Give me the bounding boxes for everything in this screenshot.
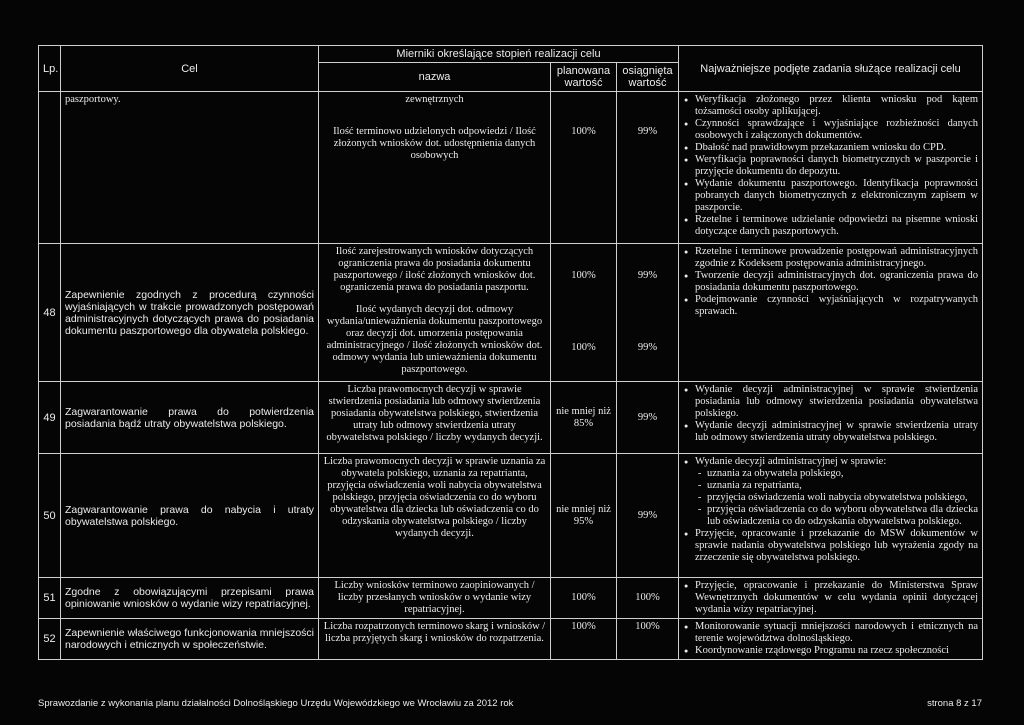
col-header-mierniki: Mierniki określające stopień realizacji celu	[319, 46, 679, 63]
achieved-text: 99%	[637, 126, 658, 137]
goal-cell: Zapewnienie zgodnych z procedurą czynności wyjaśniających w trakcie prowadzonych postępowań administracyjnych dotyczących prawa do posiadania dokumentu paszportowego dla obywatela polskiego.	[61, 244, 319, 382]
subtask-item: - przyjęcia oświadczenia co do wyboru obywatelstwa dla dziecka lub oświadczenia co do odzyskania obywatelstwa polskiego.	[707, 504, 978, 528]
planned-value: 100%	[551, 619, 617, 660]
lp-cell: 48	[39, 244, 61, 382]
task-item: ● Rzetelne i terminowe udzielanie odpowiedzi na pisemne wnioski dotyczące danych paszportowych.	[695, 214, 978, 238]
goal-cell: paszportowy.	[61, 92, 319, 244]
task-item: ● Przyjęcie, opracowanie i przekazanie do MSW dokumentów w sprawie nadania obywatelstwa polskiego lub wyrażenia zgody na zrzeczenie się obywatelstwa polskiego.	[695, 528, 978, 564]
goal-cell: Zgodne z obowiązującymi przepisami prawa opiniowanie wniosków o wydanie wizy repatriacyjnej.	[61, 578, 319, 619]
subtask-item: - przyjęcia oświadczenia woli nabycia obywatelstwa polskiego,	[707, 492, 978, 504]
measure-cell: Liczby wniosków terminowo zaopiniowanych / liczby przesłanych wniosków o wydanie wizy repatriacyjnej.	[319, 578, 551, 619]
task-item: ● Tworzenie decyzji administracyjnych dot. ograniczenia prawa do posiadania dokumentu paszportowego.	[695, 270, 978, 294]
achieved-value: 99%	[617, 454, 679, 578]
measure-cell	[319, 244, 551, 382]
table-row	[39, 244, 983, 382]
measure-cell: Liczba prawomocnych decyzji w sprawie stwierdzenia posiadania lub odmowy stwierdzenia posiadania obywatelstwa polskiego, stwierdzenia utraty lub odmowy stwierdzenia utraty obywatelstwa polskiego / liczby wydanych decyzji.	[319, 382, 551, 454]
task-item: ● Podejmowanie czynności wyjaśniających w rozpatrywanych sprawach.	[695, 294, 978, 318]
planned-value: nie mniej niż 95%	[551, 454, 617, 578]
task-item: ● Weryfikacja złożonego przez klienta wniosku pod kątem tożsamości osoby aplikującej.	[695, 94, 978, 118]
achieved-value: 100%	[617, 619, 679, 660]
footer-title: Sprawozdanie z wykonania planu działalności Dolnośląskiego Urzędu Wojewódzkiego we Wrocławiu za 2012 rok	[38, 698, 514, 709]
task-item: ● Weryfikacja poprawności danych biometrycznych w paszporcie i przyjęcie dokumentu do depozytu.	[695, 154, 978, 178]
tasks-cell	[679, 382, 983, 454]
tasks-cell	[679, 619, 983, 660]
table-row	[39, 454, 983, 578]
task-item: ● Rzetelne i terminowe prowadzenie postępowań administracyjnych zgodnie z Kodeksem postępowania administracyjnego.	[695, 246, 978, 270]
subtask-item: - uznania za repatrianta,	[707, 480, 978, 492]
planned-text: 100%	[571, 270, 596, 281]
col-header-nazwa: nazwa	[319, 63, 551, 92]
task-item: ● Wydanie dokumentu paszportowego. Identyfikacja poprawności pobranych danych biometrycznych z elektronicznym zapisem w paszporcie.	[695, 178, 978, 214]
achieved-text: 99%	[637, 270, 658, 281]
planned-value	[551, 244, 617, 382]
table-row	[39, 92, 983, 244]
planned-text: 100%	[571, 126, 596, 137]
achieved-value	[617, 244, 679, 382]
tasks-cell	[679, 92, 983, 244]
task-item: ● Czynności sprawdzające i wyjaśniające rozbieżności danych osobowych i załączonych dokumentów.	[695, 118, 978, 142]
task-item: ● Koordynowanie rządowego Programu na rzecz społeczności	[695, 645, 978, 657]
measure-text: Ilość zarejestrowanych wniosków dotyczących ograniczenia prawa do posiadania dokumentu paszportowego / ilość złożonych wniosków dot. ograniczenia prawa do posiadania paszportu.	[333, 246, 536, 293]
task-item: ● Monitorowanie sytuacji mniejszości narodowych i etnicznych na terenie województwa dolnośląskiego.	[695, 621, 978, 645]
achieved-value: 100%	[617, 578, 679, 619]
goals-table	[38, 45, 983, 660]
header-row-1	[39, 46, 983, 63]
achieved-text: 99%	[637, 342, 658, 353]
measure-cell: Liczba prawomocnych decyzji w sprawie uznania za obywatela polskiego, uznania za repatrianta, przyjęcia oświadczenia woli nabycia obywatelstwa polskiego, przyjęcia oświadczenia co do wyboru obywatelstwa dla dziecka lub oświadczenia co do odzyskania obywatelstwa polskiego / liczby wydanych decyzji.	[319, 454, 551, 578]
table-row	[39, 619, 983, 660]
planned-text: 100%	[571, 342, 596, 353]
achieved-value	[617, 92, 679, 244]
subtask-list	[695, 468, 978, 528]
subtask-item: - uznania za obywatela polskiego,	[707, 468, 978, 480]
col-header-lp: Lp.	[39, 46, 61, 92]
planned-value	[551, 92, 617, 244]
page-number: strona 8 z 17	[927, 698, 982, 709]
lp-cell: 49	[39, 382, 61, 454]
lp-cell: 52	[39, 619, 61, 660]
col-header-osiagnieta: osiągnięta wartość	[617, 63, 679, 92]
table-row	[39, 578, 983, 619]
lp-cell: 50	[39, 454, 61, 578]
achieved-value: 99%	[617, 382, 679, 454]
col-header-cel: Cel	[61, 46, 319, 92]
measure-text: Ilość terminowo udzielonych odpowiedzi / Ilość złożonych wniosków dot. udostępnienia danych osobowych	[333, 126, 536, 161]
lp-cell: 51	[39, 578, 61, 619]
report-page	[38, 45, 982, 677]
measure-cell: Liczba rozpatrzonych terminowo skarg i wniosków / liczba przyjętych skarg i wniosków do rozpatrzenia.	[319, 619, 551, 660]
table-row	[39, 382, 983, 454]
tasks-cell	[679, 244, 983, 382]
task-item: ● Przyjęcie, opracowanie i przekazanie do Ministerstwa Spraw Wewnętrznych dokumentów w celu wydania opinii dotyczącej wydania wizy repatriacyjnej.	[695, 580, 978, 616]
goal-cell: Zagwarantowanie prawa do nabycia i utraty obywatelstwa polskiego.	[61, 454, 319, 578]
measure-text: Ilość wydanych decyzji dot. odmowy wydania/unieważnienia dokumentu paszportowego oraz decyzji dot. umorzenia postępowania administracyjnego / ilość złożonych wniosków dot. odmowy wydania lub unieważnienia dokumentu paszportowego.	[326, 304, 543, 375]
goal-cell: Zapewnienie właściwego funkcjonowania mniejszości narodowych i etnicznych w społeczeństwie.	[61, 619, 319, 660]
task-item: ● Wydanie decyzji administracyjnej w sprawie stwierdzenia posiadania lub odmowy stwierdzenia posiadania obywatelstwa polskiego.	[695, 384, 978, 420]
measure-cell	[319, 92, 551, 244]
lp-cell	[39, 92, 61, 244]
measure-text: zewnętrznych	[405, 94, 464, 105]
goal-cell: Zagwarantowanie prawa do potwierdzenia posiadania bądź utraty obywatelstwa polskiego.	[61, 382, 319, 454]
task-item: ● Dbałość nad prawidłowym przekazaniem wniosku do CPD.	[695, 142, 978, 154]
tasks-cell	[679, 578, 983, 619]
task-item: ● Wydanie decyzji administracyjnej w sprawie stwierdzenia utraty lub odmowy stwierdzenia utraty obywatelstwa polskiego.	[695, 420, 978, 444]
tasks-cell	[679, 454, 983, 578]
planned-value: nie mniej niż 85%	[551, 382, 617, 454]
planned-value: 100%	[551, 578, 617, 619]
task-head: Wydanie decyzji administracyjnej w sprawie:	[695, 456, 887, 467]
col-header-planowana: planowana wartość	[551, 63, 617, 92]
col-header-zadania: Najważniejsze podjęte zadania służące realizacji celu	[679, 46, 983, 92]
task-item	[695, 456, 978, 528]
